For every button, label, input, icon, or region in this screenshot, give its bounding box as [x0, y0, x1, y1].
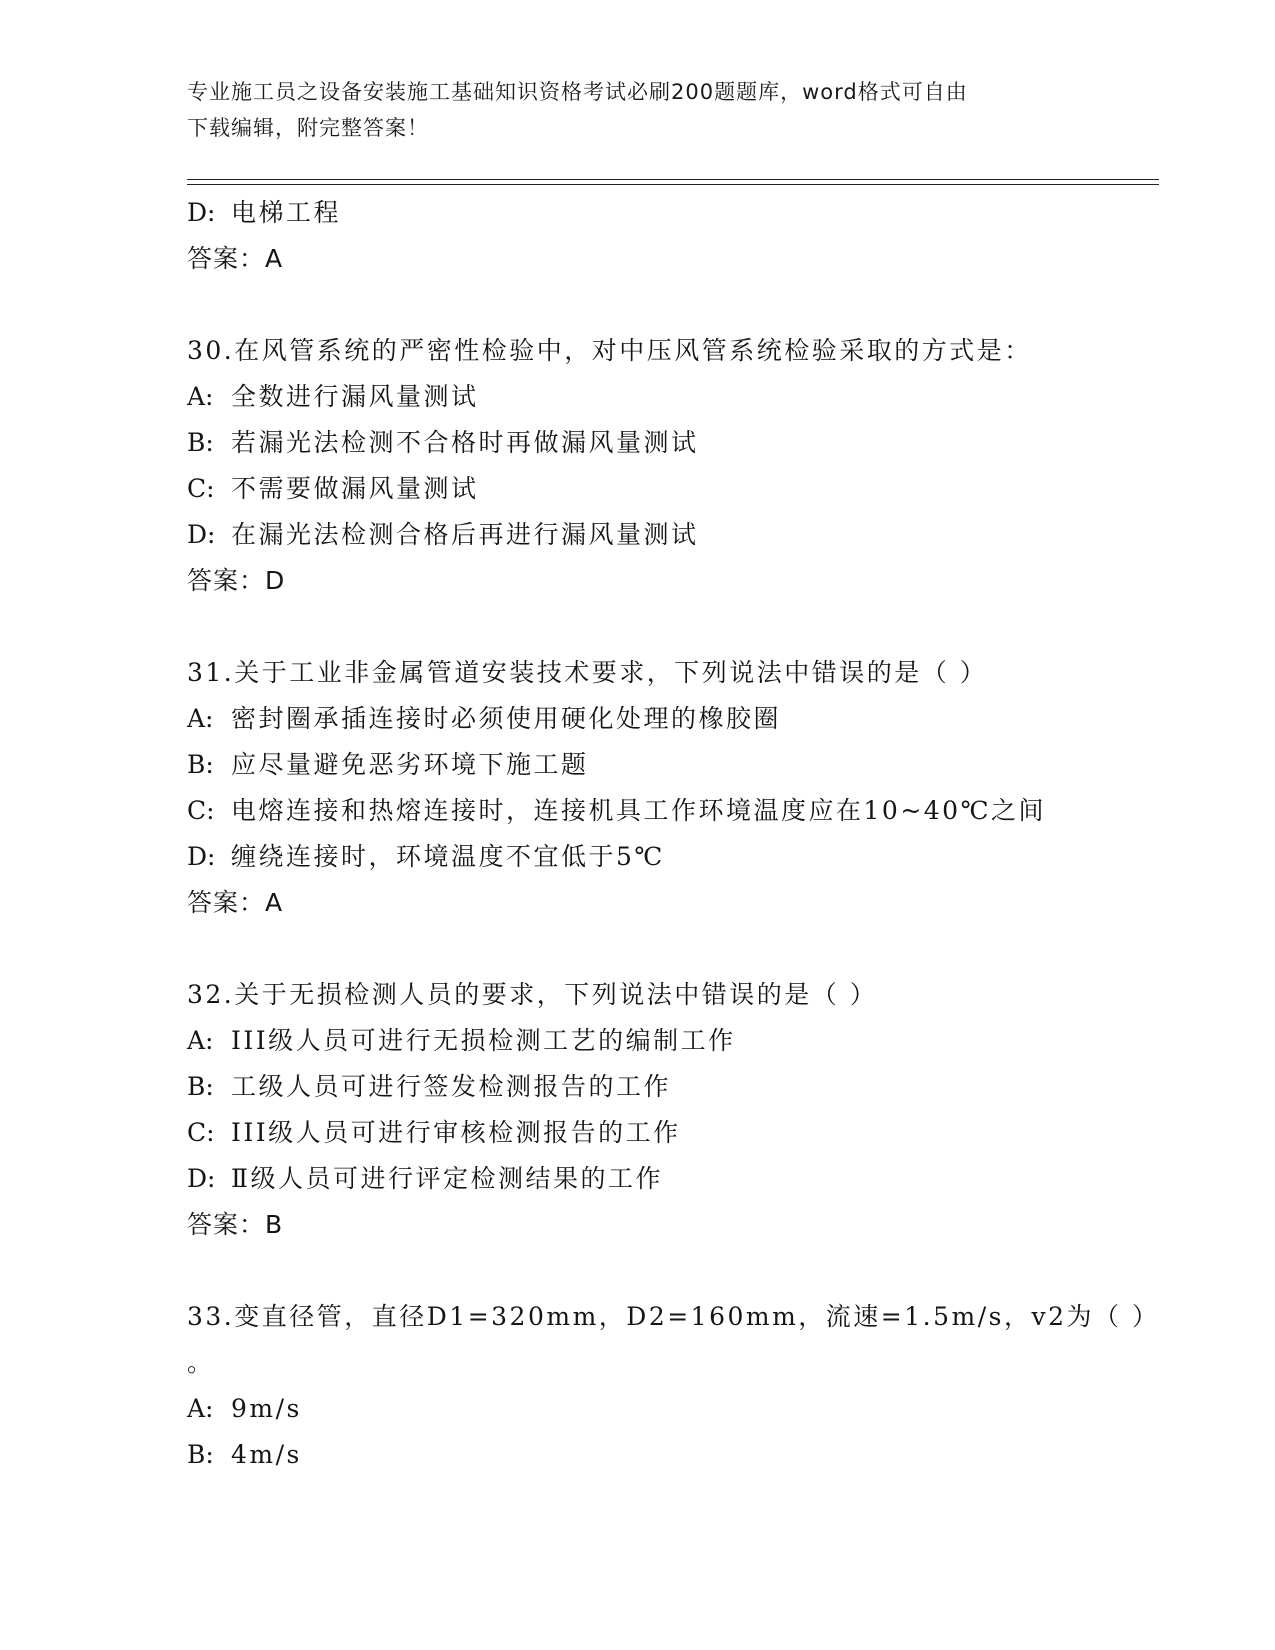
answer: 答案：D [187, 566, 286, 595]
question-stem: 33.变直径管，直径D1=320mm，D2=160mm，流速=1.5m/s，v2为（ ） [187, 1302, 1160, 1331]
option-label: A: [187, 704, 214, 733]
option-label: D: [187, 842, 216, 871]
option-b [187, 1432, 1147, 1478]
spacer [187, 1248, 1147, 1294]
option-label: A: [187, 382, 214, 411]
header-line-2: 下载编辑，附完整答案！ [187, 116, 429, 140]
question-content [187, 190, 1160, 1478]
answer: 答案：A [187, 888, 284, 917]
option-d [187, 512, 1147, 558]
question-stem-continuation: 。 [187, 1348, 215, 1377]
option-a [187, 374, 1147, 420]
option-text: 全数进行漏风量测试 [231, 382, 479, 411]
option-text: 不需要做漏风量测试 [231, 474, 479, 503]
option-b [187, 420, 1147, 466]
option-label: D: [187, 198, 216, 227]
option-label: B: [187, 750, 214, 779]
option-text: 4m/s [231, 1440, 302, 1469]
option-text: 9m/s [231, 1394, 302, 1423]
header-divider-top [187, 179, 1159, 180]
option-a [187, 696, 1147, 742]
document-header [187, 74, 1087, 146]
option-text: 缠绕连接时，环境温度不宜低于5℃ [231, 842, 665, 871]
option-label: B: [187, 428, 214, 457]
option-label: D: [187, 1164, 216, 1193]
option-text: 应尽量避免恶劣环境下施工题 [231, 750, 589, 779]
option-label: B: [187, 1072, 214, 1101]
option-label: B: [187, 1440, 214, 1469]
header-line-1: 专业施工员之设备安装施工基础知识资格考试必刷200题题库，word格式可自由 [187, 80, 968, 104]
option-text: 工级人员可进行签发检测报告的工作 [231, 1072, 672, 1101]
option-text: 若漏光法检测不合格时再做漏风量测试 [231, 428, 699, 457]
spacer [187, 926, 1147, 972]
option-b [187, 1064, 1147, 1110]
option-label: A: [187, 1394, 214, 1423]
option-b [187, 742, 1147, 788]
option-a [187, 1018, 1147, 1064]
option-text: Ⅱ级人员可进行评定检测结果的工作 [231, 1164, 663, 1193]
option-text: 电梯工程 [231, 198, 342, 227]
option-d [187, 834, 1147, 880]
option-text: 在漏光法检测合格后再进行漏风量测试 [231, 520, 699, 549]
question-stem: 32.关于无损检测人员的要求，下列说法中错误的是（ ） [187, 980, 878, 1009]
answer: 答案：A [187, 244, 284, 273]
option-d [187, 190, 1147, 236]
header-divider-bottom [187, 184, 1159, 185]
question-stem: 30.在风管系统的严密性检验中，对中压风管系统检验采取的方式是： [187, 336, 1032, 365]
answer: 答案：B [187, 1210, 284, 1239]
option-label: C: [187, 796, 215, 825]
question-stem: 31.关于工业非金属管道安装技术要求，下列说法中错误的是（ ） [187, 658, 988, 687]
spacer [187, 604, 1147, 650]
option-c [187, 466, 1147, 512]
option-c [187, 1110, 1147, 1156]
option-text: III级人员可进行审核检测报告的工作 [231, 1118, 681, 1147]
option-c [187, 788, 1147, 834]
option-a [187, 1386, 1147, 1432]
option-text: III级人员可进行无损检测工艺的编制工作 [231, 1026, 736, 1055]
option-d [187, 1156, 1147, 1202]
spacer [187, 282, 1147, 328]
option-label: C: [187, 1118, 215, 1147]
option-label: D: [187, 520, 216, 549]
option-text: 密封圈承插连接时必须使用硬化处理的橡胶圈 [231, 704, 782, 733]
option-label: C: [187, 474, 215, 503]
option-label: A: [187, 1026, 214, 1055]
option-text: 电熔连接和热熔连接时，连接机具工作环境温度应在10~40℃之间 [231, 796, 1047, 825]
